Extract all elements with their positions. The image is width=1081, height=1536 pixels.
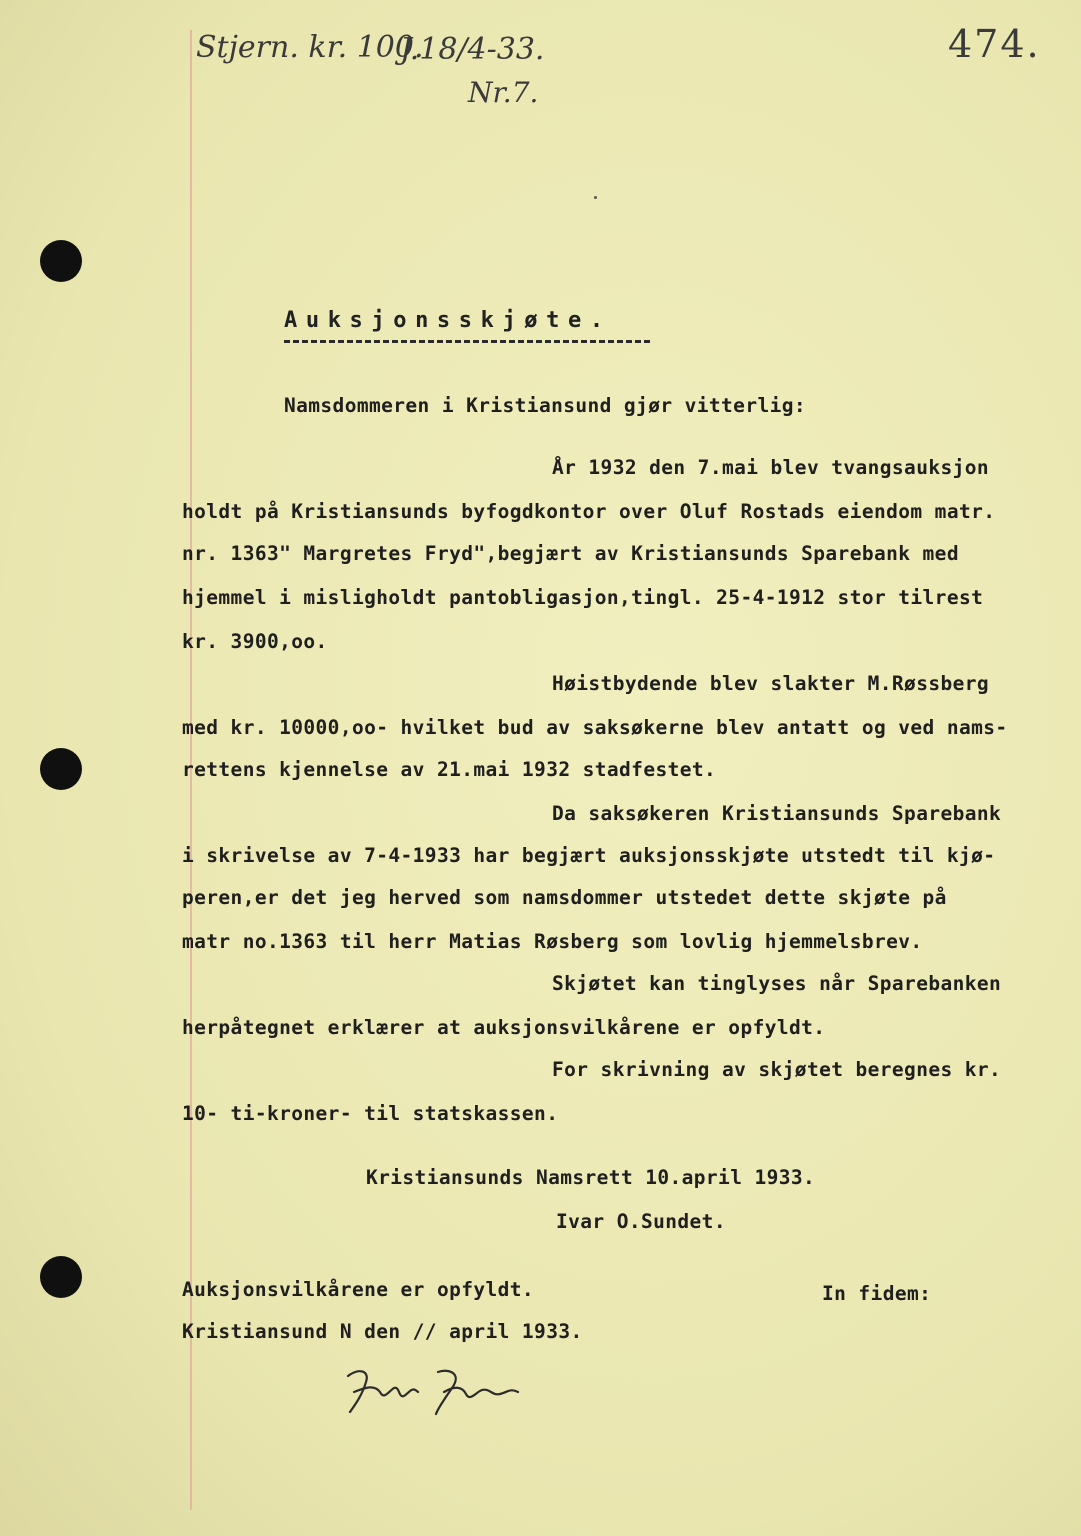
body-line: nr. 1363" Margretes Fryd",begjært av Kristiansunds Sparebank med [182, 542, 959, 565]
body-line: holdt på Kristiansunds byfogdkontor over Oluf Rostads eiendom matr. [182, 500, 996, 523]
body-line: Da saksøkeren Kristiansunds Sparebank [552, 802, 1002, 825]
paper-speck [594, 196, 597, 199]
body-line: hjemmel i misligholdt pantobligasjon,tingl. 25-4-1912 stor tilrest [182, 586, 984, 609]
document-title: Auksjonsskjøte. [284, 308, 612, 333]
body-line: Skjøtet kan tinglyses når Sparebanken [552, 972, 1002, 995]
body-line: peren,er det jeg herved som namsdommer utstedet dette skjøte på [182, 886, 947, 909]
endorsement-date-line: Kristiansund N den // april 1933. [182, 1320, 583, 1343]
body-line: For skrivning av skjøtet beregnes kr. [552, 1058, 1002, 1081]
place-date-line: Kristiansunds Namsrett 10.april 1933. [366, 1166, 816, 1189]
title-underline [284, 340, 650, 343]
signer-line: Ivar O.Sundet. [556, 1210, 726, 1233]
body-line: Namsdommeren i Kristiansund gjør vitterlig: [284, 394, 807, 417]
body-line: 10- ti-kroner- til statskassen. [182, 1102, 559, 1125]
sub-note: Nr.7. [468, 76, 539, 109]
punch-hole [40, 748, 82, 790]
body-line: rettens kjennelse av 21.mai 1932 stadfestet. [182, 758, 717, 781]
body-line: herpåtegnet erklærer at auksjonsvilkårene er opfyldt. [182, 1016, 826, 1039]
date-note: J.18/4-33. [400, 32, 545, 67]
body-line: kr. 3900,oo. [182, 630, 328, 653]
page-number: 474. [948, 22, 1041, 66]
handwritten-signature [340, 1362, 540, 1422]
body-line: År 1932 den 7.mai blev tvangsauksjon [552, 456, 990, 479]
ref-number-note: Stjern. kr. 100. [196, 30, 424, 65]
body-line: i skrivelse av 7-4-1933 har begjært auksjonsskjøte utstedt til kjø- [182, 844, 996, 867]
endorsement-line: Auksjonsvilkårene er opfyldt. [182, 1278, 535, 1301]
in-fidem-label: In fidem: [822, 1282, 932, 1305]
body-line: Høistbydende blev slakter M.Røssberg [552, 672, 990, 695]
punch-hole [40, 1256, 82, 1298]
body-line: matr no.1363 til herr Matias Røsberg som lovlig hjemmelsbrev. [182, 930, 923, 953]
body-line: med kr. 10000,oo- hvilket bud av saksøkerne blev antatt og ved nams- [182, 716, 1008, 739]
punch-hole [40, 240, 82, 282]
